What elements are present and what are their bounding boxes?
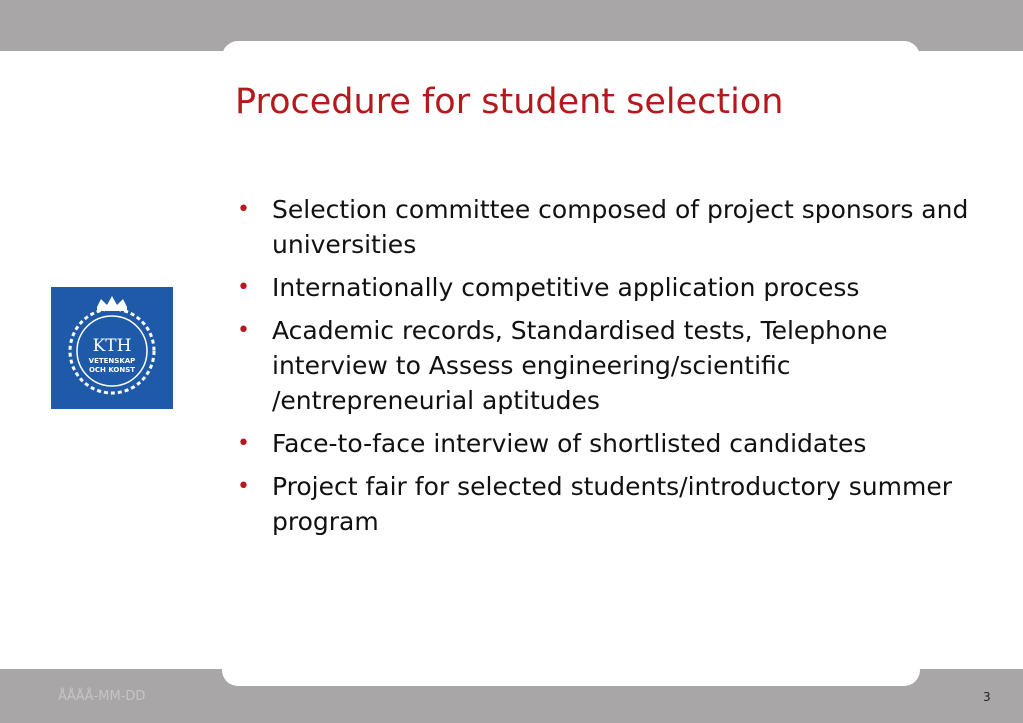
bullet-item <box>237 270 977 305</box>
bullet-dot-icon: • <box>237 275 250 300</box>
bullet-list <box>237 192 977 547</box>
logo-line2: VETENSKAP <box>88 357 136 365</box>
kth-logo <box>51 287 173 409</box>
bullet-dot-icon: • <box>237 431 250 456</box>
bullet-text: Academic records, Standardised tests, Telephone interview to Assess engineering/scientific /entrepreneurial aptitudes <box>272 316 888 415</box>
bullet-text: Project fair for selected students/introductory summer program <box>272 472 953 536</box>
bullet-text: Internationally competitive application process <box>272 273 860 302</box>
page-number: 3 <box>983 690 991 704</box>
slide-title: Procedure for student selection <box>235 82 784 122</box>
bullet-item <box>237 313 977 418</box>
logo-line3: OCH KONST <box>88 366 136 374</box>
bullet-dot-icon: • <box>237 474 250 499</box>
bullet-item <box>237 469 977 539</box>
bullet-dot-icon: • <box>237 318 250 343</box>
bullet-text: Face-to-face interview of shortlisted candidates <box>272 429 867 458</box>
bullet-item <box>237 192 977 262</box>
footer-date: ÅÅÅÅ-MM-DD <box>58 689 146 704</box>
logo-line1: KTH <box>92 336 132 356</box>
bullet-dot-icon: • <box>237 197 250 222</box>
bullet-item <box>237 426 977 461</box>
kth-emblem-icon <box>51 287 173 409</box>
bullet-text: Selection committee composed of project sponsors and universities <box>272 195 969 259</box>
